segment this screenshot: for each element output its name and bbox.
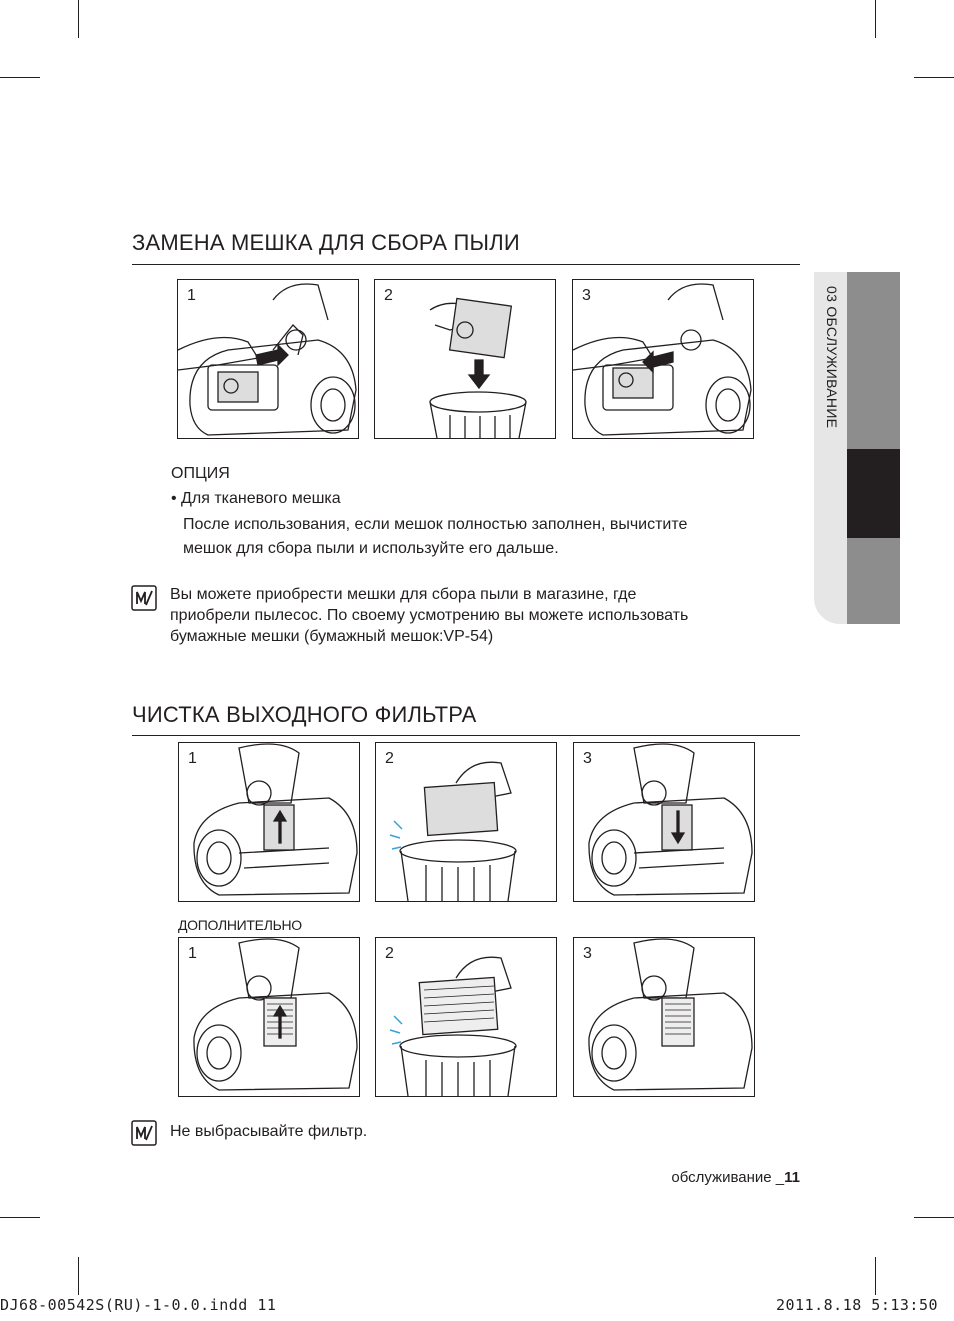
page-footer [671,1169,800,1186]
vacuum-hepa-remove-icon [179,938,359,1096]
vacuum-filter-insert-icon [574,743,754,901]
step-number: 3 [582,287,591,304]
side-tab-marker [847,449,900,538]
option-title: ОПЦИЯ [171,465,230,482]
crop-mark [78,1257,79,1295]
section-rule [132,735,800,736]
page-number: 11 [784,1169,800,1186]
side-tab-strip [847,272,900,624]
figure-bag-step-2 [374,279,556,439]
crop-mark [78,0,79,38]
step-number: 2 [384,287,393,304]
note-text-line: бумажные мешки (бумажный мешок:VP-54) [170,628,494,645]
additional-label: ДОПОЛНИТЕЛЬНО [178,917,302,933]
step-number: 2 [385,750,394,767]
figure-filter-step-2 [375,742,557,902]
note-icon [131,585,157,611]
filter-note-text: Не выбрасывайте фильтр. [170,1123,368,1140]
crop-mark [875,0,876,38]
crop-mark [914,77,954,78]
step-number: 1 [188,945,197,962]
step-number: 2 [385,945,394,962]
print-slug-file: DJ68-00542S(RU)-1-0.0.indd 11 [0,1296,277,1314]
figure-bag-step-1 [177,279,359,439]
filter-shake-trash-icon [376,743,556,901]
step-number: 3 [583,750,592,767]
option-text-line: мешок для сбора пыли и используйте его дальше. [183,540,559,557]
figure-bag-step-3 [572,279,754,439]
step-number: 1 [188,750,197,767]
section-title-filter: ЧИСТКА ВЫХОДНОГО ФИЛЬТРА [132,702,477,727]
figure-hepa-step-3 [573,937,755,1097]
vacuum-bag-remove-icon [573,280,753,438]
figure-filter-step-1 [178,742,360,902]
bag-into-trash-icon [375,280,555,438]
hepa-shake-trash-icon [376,938,556,1096]
crop-mark [0,77,40,78]
note-icon [131,1120,157,1146]
side-tab-label: 03 ОБСЛУЖИВАНИЕ [824,286,840,429]
step-number: 3 [583,945,592,962]
figure-hepa-step-2 [375,937,557,1097]
vacuum-filter-remove-icon [179,743,359,901]
option-text-line: После использования, если мешок полностью заполнен, вычистите [183,516,688,533]
page-section-label: обслуживание _ [671,1169,785,1186]
crop-mark [0,1217,40,1218]
note-text-line: Вы можете приобрести мешки для сбора пыли в магазине, где [170,586,637,603]
crop-mark [914,1217,954,1218]
vacuum-open-bag-insert-icon [178,280,358,438]
figure-hepa-step-1 [178,937,360,1097]
section-rule [132,264,800,265]
note-text-line: приобрели пылесос. По своему усмотрению вы можете использовать [170,607,689,624]
crop-mark [875,1257,876,1295]
step-number: 1 [187,287,196,304]
vacuum-hepa-insert-icon [574,938,754,1096]
option-bullet: • Для тканевого мешка [171,490,341,507]
figure-filter-step-3 [573,742,755,902]
print-slug-date: 2011.8.18 5:13:50 [776,1296,939,1314]
section-title-bag: ЗАМЕНА МЕШКА ДЛЯ СБОРА ПЫЛИ [132,230,520,255]
